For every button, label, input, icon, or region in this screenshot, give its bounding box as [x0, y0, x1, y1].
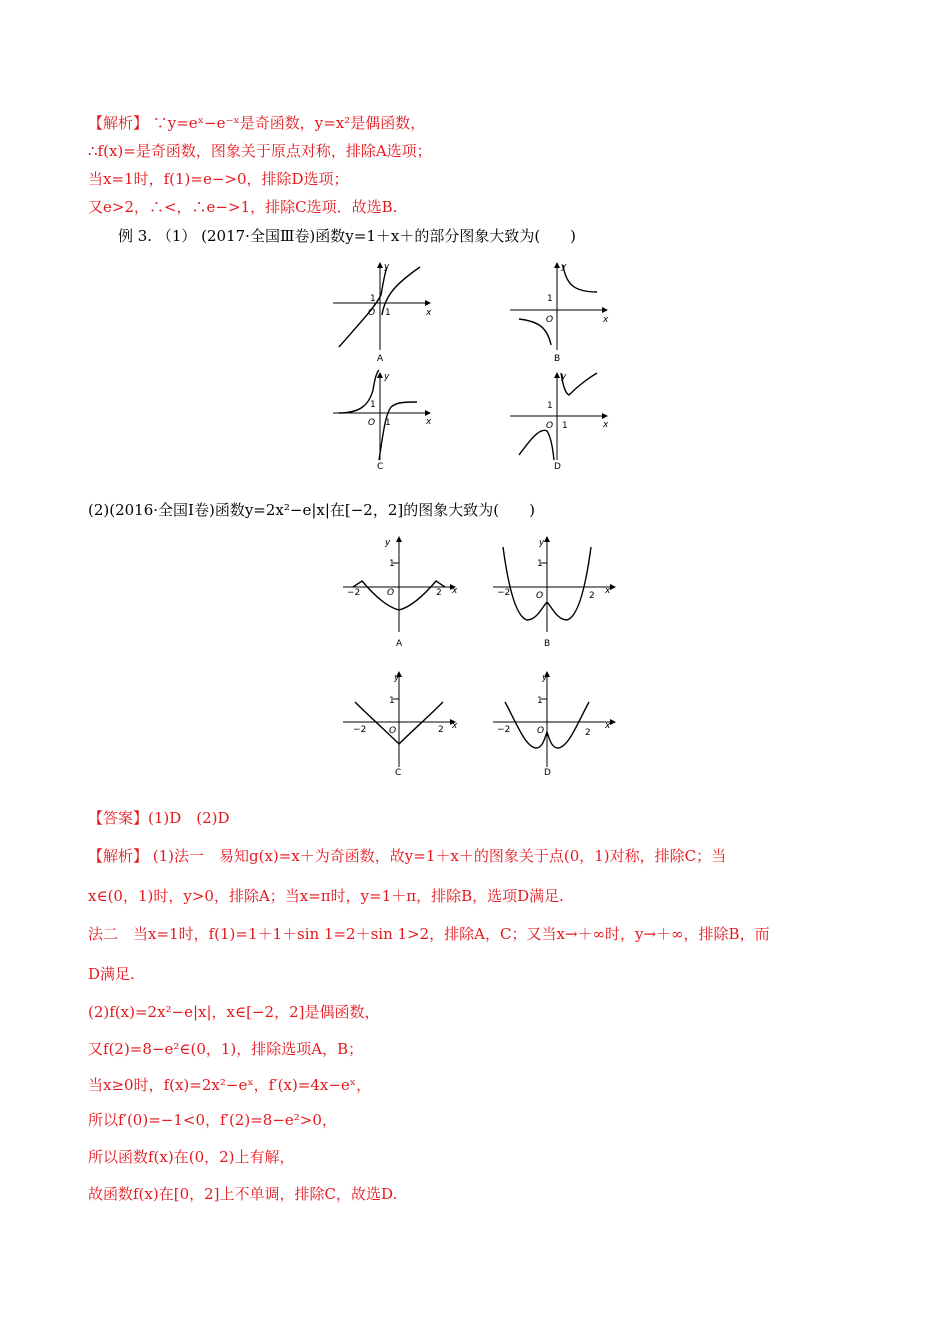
answer-line: 【答案】(1)D (2)D: [88, 809, 230, 827]
graph-1d: [510, 373, 607, 460]
graph-2b: [493, 537, 615, 632]
fig1d-one: 1: [547, 401, 553, 411]
analysis2-line10: 故函数f(x)在[0，2]上不单调，排除C，故选D.: [88, 1185, 398, 1203]
fig2c-origin: O: [389, 726, 397, 736]
fig1a-one: 1: [370, 294, 376, 304]
analysis2-line1: 【解析】 (1)法一 易知g(x)=x＋为奇函数，故y=1＋x＋的图象关于点(0，1)对称，排除C；当: [88, 847, 727, 865]
fig1a-one-x: 1: [385, 308, 391, 318]
fig2a-two: 2: [436, 588, 442, 598]
fig1c-y-label: y: [384, 372, 390, 382]
fig2c-caption: C: [395, 768, 402, 778]
fig2d-y-label: y: [542, 673, 548, 683]
fig1c-caption: C: [377, 462, 384, 472]
fig2a-y-label: y: [385, 538, 391, 548]
fig1a-x-label: x: [426, 308, 432, 318]
fig2a-one: 1: [389, 559, 395, 569]
fig2d-origin: O: [537, 726, 545, 736]
fig1b-x-label: x: [603, 315, 609, 325]
fig2b-neg-two: −2: [497, 588, 511, 598]
figure-1-graphs: [325, 255, 625, 480]
fig1d-caption: D: [554, 462, 561, 472]
fig2c-one: 1: [389, 696, 395, 706]
fig2a-caption: A: [396, 639, 403, 649]
analysis2-line8: 所以f′(0)=−1<0，f′(2)=8−e²>0，: [88, 1111, 337, 1129]
fig1a-y-label: y: [384, 262, 390, 272]
fig2d-one: 1: [537, 696, 543, 706]
fig2b-caption: B: [544, 639, 551, 649]
fig1b-origin: O: [546, 315, 554, 325]
graph-1c: [333, 370, 430, 460]
fig2a-x-label: x: [452, 586, 458, 596]
analysis1-line2: ∴f(x)=是奇函数，图象关于原点对称，排除A选项；: [88, 142, 432, 160]
analysis2-line5: (2)f(x)=2x²−e|x|，x∈[−2，2]是偶函数，: [88, 1003, 380, 1021]
example3-question2: (2)(2016·全国Ⅰ卷)函数y=2x²−e|x|在[−2，2]的图象大致为( ): [88, 501, 535, 519]
fig2c-neg-two: −2: [353, 725, 367, 735]
fig2d-neg-two: −2: [497, 725, 511, 735]
fig1d-x-label: x: [603, 420, 609, 430]
analysis2-line7: 当x≥0时，f(x)=2x²−eˣ，f′(x)=4x−eˣ，: [88, 1076, 372, 1094]
example3-question1: 例 3. （1） (2017·全国Ⅲ卷)函数y=1＋x＋的部分图象大致为( ): [118, 227, 577, 245]
fig1c-x-label: x: [426, 417, 432, 427]
fig2c-y-label: y: [394, 673, 400, 683]
fig1a-origin: O: [368, 308, 376, 318]
fig1d-origin: O: [546, 421, 554, 431]
fig1b-one: 1: [547, 294, 553, 304]
figure-2-graphs: [335, 532, 625, 782]
fig2b-origin: O: [536, 591, 544, 601]
graph-1b: [510, 263, 607, 350]
fig2b-two: 2: [589, 591, 595, 601]
fig2d-caption: D: [544, 768, 551, 778]
analysis2-line2: x∈(0，1)时，y>0，排除A；当x=π时，y=1＋π，排除B，选项D满足.: [88, 887, 564, 905]
analysis2-line9: 所以函数f(x)在(0，2)上有解，: [88, 1148, 295, 1166]
fig1c-one: 1: [370, 400, 376, 410]
fig2d-x-label: x: [605, 721, 611, 731]
fig1b-y-label: y: [561, 262, 567, 272]
fig1c-origin: O: [368, 418, 376, 428]
fig2c-x-label: x: [452, 721, 458, 731]
fig1c-one-x: 1: [385, 418, 391, 428]
fig2b-y-label: y: [539, 538, 545, 548]
analysis2-line4: D满足.: [88, 965, 135, 983]
analysis2-line6: 又f(2)=8−e²∈(0，1)，排除选项A，B；: [88, 1040, 364, 1058]
fig2c-two: 2: [438, 725, 444, 735]
fig1a-caption: A: [377, 354, 384, 364]
fig2b-x-label: x: [605, 586, 611, 596]
analysis2-line3: 法二 当x=1时，f(1)=1＋1＋sin 1=2＋sin 1>2，排除A，C；又当x→＋∞时，y→＋∞，排除B，而: [88, 925, 770, 943]
analysis1-line3: 当x=1时，f(1)=e−>0，排除D选项；: [88, 170, 349, 188]
fig1b-caption: B: [554, 354, 561, 364]
graph-2a: [343, 537, 455, 632]
analysis1-line4: 又e>2，∴<，∴e−>1，排除C选项．故选B.: [88, 198, 398, 216]
fig2d-two: 2: [585, 728, 591, 738]
graph-1a: [333, 263, 430, 350]
fig2a-neg-two: −2: [347, 588, 361, 598]
fig1d-one-x: 1: [562, 421, 568, 431]
fig1d-y-label: y: [561, 372, 567, 382]
analysis1-line1: 【解析】 ∵y=eˣ−e⁻ˣ是奇函数，y=x²是偶函数，: [88, 114, 426, 132]
graph-2c: [343, 672, 455, 767]
fig2a-origin: O: [387, 588, 395, 598]
graph-2d: [493, 672, 615, 767]
fig2b-one: 1: [537, 559, 543, 569]
